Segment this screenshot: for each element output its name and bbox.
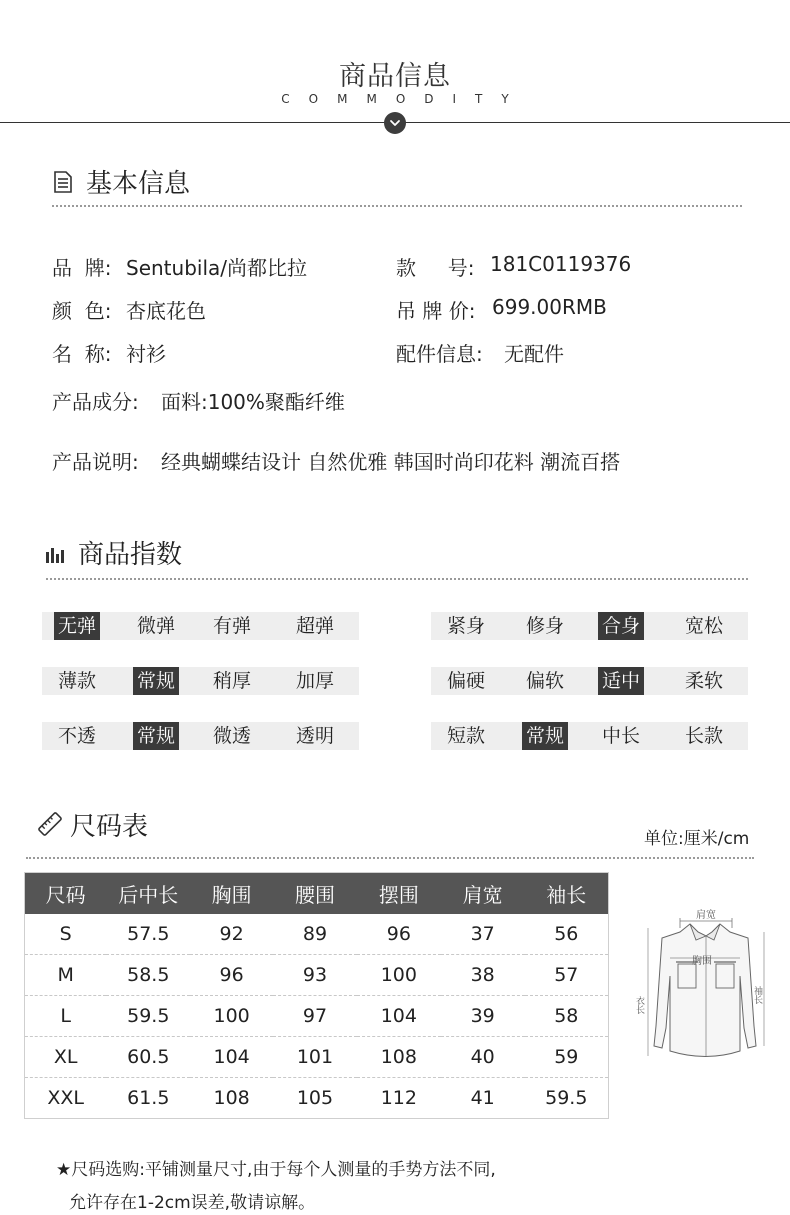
- column-header: 腰围: [273, 873, 357, 914]
- page-title: 商品信息: [339, 61, 451, 92]
- index-group-thickness: [42, 667, 359, 695]
- section-title-index: 商品指数: [78, 540, 183, 570]
- table-cell: 39: [441, 996, 525, 1037]
- chevron-down-icon: [384, 112, 406, 134]
- table-cell: 101: [273, 1037, 357, 1078]
- table-cell: 38: [441, 955, 525, 996]
- index-option: 超弹: [295, 615, 334, 637]
- bar-chart-icon: [45, 545, 65, 567]
- table-cell: 89: [273, 914, 357, 955]
- column-header: 后中长: [106, 873, 190, 914]
- index-option: 偏硬: [446, 670, 485, 692]
- index-option: 短款: [446, 725, 485, 747]
- table-cell: 92: [190, 914, 273, 955]
- description-value: 经典蝴蝶结设计 自然优雅 韩国时尚印花料 潮流百搭: [161, 450, 621, 474]
- index-group-softness: [431, 667, 748, 695]
- unit-label: 单位:厘米/cm: [644, 829, 750, 849]
- index-option: 微弹: [136, 615, 175, 637]
- index-option: 柔软: [684, 670, 723, 692]
- table-cell: 41: [470, 1087, 495, 1109]
- table-cell: 59.5: [545, 1087, 588, 1109]
- table-cell: 97: [273, 996, 357, 1037]
- table-cell: 57.5: [106, 914, 190, 955]
- table-cell: 58: [525, 996, 609, 1037]
- index-option: 偏软: [525, 670, 564, 692]
- table-cell: XL: [25, 1037, 107, 1078]
- ruler-icon: [37, 811, 63, 841]
- index-option: 合身: [598, 612, 644, 640]
- table-cell: 58.5: [106, 955, 190, 996]
- table-cell: XXL: [47, 1087, 84, 1109]
- table-cell: 40: [441, 1037, 525, 1078]
- index-group-elasticity: [42, 612, 359, 640]
- index-option: 无弹: [54, 612, 100, 640]
- index-option: 紧身: [446, 615, 485, 637]
- section-title-basic: 基本信息: [86, 169, 191, 199]
- style-value: 181C0119376: [490, 252, 632, 276]
- page-subtitle: COMMODITY: [281, 92, 528, 106]
- size-note-line2: 允许存在1-2cm误差,敬请谅解。: [69, 1193, 316, 1213]
- name-label: 名 称:: [52, 342, 112, 366]
- shirt-measurement-diagram: [636, 906, 772, 1070]
- composition-label: 产品成分:: [52, 390, 139, 414]
- table-cell: M: [25, 955, 107, 996]
- table-cell: 59: [525, 1037, 609, 1078]
- table-cell: 112: [380, 1087, 417, 1109]
- table-row: [25, 914, 609, 955]
- table-row: [25, 1037, 609, 1078]
- table-cell: 104: [190, 1037, 273, 1078]
- composition-value: 面料:100%聚酯纤维: [161, 390, 345, 414]
- table-cell: 93: [273, 955, 357, 996]
- table-row: [25, 1078, 609, 1119]
- accessory-label: 配件信息:: [396, 342, 483, 366]
- diagram-chest-label: 胸围: [692, 956, 712, 967]
- index-option: 宽松: [684, 615, 723, 637]
- document-icon: [53, 171, 73, 197]
- diagram-length-label: 衣长: [636, 996, 645, 1014]
- table-cell: 104: [357, 996, 441, 1037]
- index-option: 有弹: [212, 615, 251, 637]
- style-label: 款 号:: [396, 256, 475, 280]
- column-header: 肩宽: [441, 873, 525, 914]
- diagram-shoulder-label: 肩宽: [696, 910, 716, 921]
- index-option: 常规: [133, 667, 179, 695]
- index-option: 稍厚: [212, 670, 251, 692]
- table-cell: 57: [525, 955, 609, 996]
- table-cell: 61.5: [127, 1087, 170, 1109]
- size-table: [24, 872, 609, 1119]
- table-cell: S: [25, 914, 107, 955]
- table-cell: 60.5: [106, 1037, 190, 1078]
- table-cell: 96: [190, 955, 273, 996]
- color-value: 杏底花色: [126, 299, 206, 323]
- table-cell: 96: [357, 914, 441, 955]
- index-option: 不透: [57, 725, 96, 747]
- section-divider: [26, 857, 754, 859]
- color-label: 颜 色:: [52, 299, 112, 323]
- price-value: 699.00RMB: [492, 295, 607, 319]
- column-header: 袖长: [525, 873, 609, 914]
- table-cell: 108: [357, 1037, 441, 1078]
- index-group-fit: [431, 612, 748, 640]
- price-label: 吊 牌 价:: [396, 299, 476, 323]
- table-cell: 108: [213, 1087, 250, 1109]
- table-row: [25, 955, 609, 996]
- column-header: 胸围: [190, 873, 273, 914]
- section-title-size: 尺码表: [70, 812, 149, 842]
- diagram-sleeve-label: 袖长: [753, 986, 763, 1004]
- brand-value: Sentubila/尚都比拉: [126, 256, 307, 280]
- table-cell: 59.5: [106, 996, 190, 1037]
- section-divider: [52, 205, 742, 207]
- index-option: 常规: [133, 722, 179, 750]
- index-option: 薄款: [57, 670, 96, 692]
- section-divider: [46, 578, 748, 580]
- name-value: 衬衫: [126, 342, 166, 366]
- index-group-length: [431, 722, 748, 750]
- index-option: 微透: [212, 725, 251, 747]
- table-cell: L: [25, 996, 107, 1037]
- accessory-value: 无配件: [504, 342, 564, 366]
- index-option: 常规: [522, 722, 568, 750]
- size-note-line1: ★尺码选购:平铺测量尺寸,由于每个人测量的手势方法不同,: [56, 1160, 496, 1180]
- index-option: 透明: [295, 725, 334, 747]
- index-group-transparency: [42, 722, 359, 750]
- index-option: 加厚: [295, 670, 334, 692]
- table-cell: 37: [441, 914, 525, 955]
- table-cell: 100: [190, 996, 273, 1037]
- table-header-row: [25, 873, 609, 914]
- column-header: 摆围: [357, 873, 441, 914]
- index-option: 长款: [684, 725, 723, 747]
- table-cell: 105: [296, 1087, 334, 1109]
- index-option: 中长: [601, 725, 640, 747]
- table-cell: 100: [357, 955, 441, 996]
- table-cell: 56: [525, 914, 609, 955]
- description-label: 产品说明:: [52, 450, 139, 474]
- index-option: 修身: [525, 615, 564, 637]
- brand-label: 品 牌:: [52, 256, 112, 280]
- table-row: [25, 996, 609, 1037]
- index-option: 适中: [598, 667, 644, 695]
- column-header: 尺码: [25, 873, 107, 914]
